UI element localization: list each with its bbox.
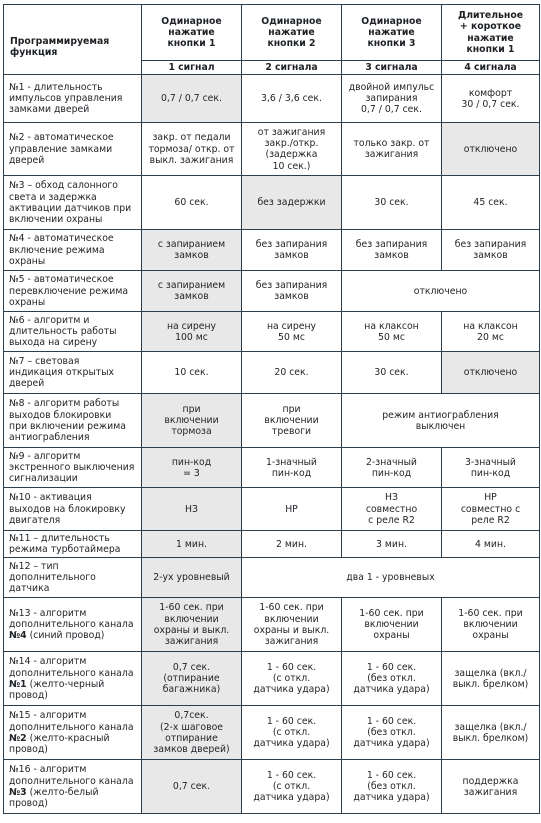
option-cell: на клаксон 50 мс bbox=[342, 312, 442, 352]
option-cell: 4 мин. bbox=[442, 531, 540, 558]
option-cell: двойной импульс запирания 0,7 / 0,7 сек. bbox=[342, 75, 442, 123]
option-cell: 20 сек. bbox=[242, 352, 342, 394]
option-cell: НЗ совместно с реле R2 bbox=[342, 488, 442, 531]
option-cell: отключено bbox=[442, 123, 540, 176]
table-row bbox=[4, 394, 540, 448]
channel-number: №4 bbox=[9, 630, 27, 642]
option-cell: 0,7 сек. (отпирание багажника) bbox=[142, 652, 242, 706]
signal-label-3: 3 сигнала bbox=[342, 61, 442, 75]
table-row bbox=[4, 123, 540, 176]
option-cell: 45 сек. bbox=[442, 176, 540, 230]
option-cell: на клаксон 20 мс bbox=[442, 312, 540, 352]
table-row bbox=[4, 312, 540, 352]
column-header-button3-single: Одинарное нажатие кнопки 3 bbox=[342, 5, 442, 61]
option-cell: НЗ bbox=[142, 488, 242, 531]
header-row bbox=[4, 5, 540, 61]
channel-number: №2 bbox=[9, 732, 27, 744]
table-row bbox=[4, 448, 540, 488]
option-cell: без запирания замков bbox=[242, 271, 342, 312]
signal-label-2: 2 сигнала bbox=[242, 61, 342, 75]
signal-label-4: 4 сигнала bbox=[442, 61, 540, 75]
option-cell: НР совместно с реле R2 bbox=[442, 488, 540, 531]
option-cell: 0,7 / 0,7 сек. bbox=[142, 75, 242, 123]
option-cell: 1 мин. bbox=[142, 531, 242, 558]
option-cell: без запирания замков bbox=[342, 230, 442, 271]
option-cell: 30 сек. bbox=[342, 176, 442, 230]
option-cell: без запирания замков bbox=[242, 230, 342, 271]
function-name: №3 – обход салонного света и задержка активации датчиков при включении охраны bbox=[4, 176, 142, 230]
option-cell: режим антиограбления выключен bbox=[342, 394, 540, 448]
table-row bbox=[4, 230, 540, 271]
wire-color: (желто-белый провод) bbox=[9, 786, 99, 810]
option-cell: 60 сек. bbox=[142, 176, 242, 230]
option-cell: 3-значный пин-код bbox=[442, 448, 540, 488]
option-cell: отключено bbox=[442, 352, 540, 394]
signal-label-1: 1 сигнал bbox=[142, 61, 242, 75]
table-row bbox=[4, 760, 540, 814]
table-row bbox=[4, 352, 540, 394]
option-cell: 1 - 60 сек. (с откл. датчика удара) bbox=[242, 760, 342, 814]
option-cell: поддержка зажигания bbox=[442, 760, 540, 814]
option-cell: с запиранием замков bbox=[142, 271, 242, 312]
option-cell: отключено bbox=[342, 271, 540, 312]
table-row bbox=[4, 531, 540, 558]
table-row bbox=[4, 176, 540, 230]
function-name: №1 - длительность импульсов управления замками дверей bbox=[4, 75, 142, 123]
programmable-functions-table bbox=[3, 4, 540, 814]
option-cell: 1-60 сек. при включении охраны и выкл. зажигания bbox=[242, 598, 342, 652]
settings-table-container bbox=[3, 4, 540, 814]
option-cell: 2-значный пин-код bbox=[342, 448, 442, 488]
function-name: №6 - алгоритм и длительность работы выхода на сирену bbox=[4, 312, 142, 352]
channel-number: №1 bbox=[9, 678, 27, 690]
option-cell: на сирену 100 мс bbox=[142, 312, 242, 352]
table-row bbox=[4, 558, 540, 598]
option-cell: при включении тормоза bbox=[142, 394, 242, 448]
function-name: №11 – длительность режима турботаймера bbox=[4, 531, 142, 558]
function-name bbox=[4, 652, 142, 706]
option-cell: закр. от педали тормоза/ откр. от выкл. зажигания bbox=[142, 123, 242, 176]
option-cell: 3,6 / 3,6 сек. bbox=[242, 75, 342, 123]
column-header-button2-single: Одинарное нажатие кнопки 2 bbox=[242, 5, 342, 61]
function-name bbox=[4, 598, 142, 652]
table-row bbox=[4, 652, 540, 706]
option-cell: 1-60 сек. при включении охраны и выкл. зажигания bbox=[142, 598, 242, 652]
function-name-text: №13 - алгоритм дополнительного канала bbox=[9, 607, 134, 631]
table-row bbox=[4, 598, 540, 652]
option-cell: пин-код = 3 bbox=[142, 448, 242, 488]
option-cell: защелка (вкл./ выкл. брелком) bbox=[442, 652, 540, 706]
function-name: №10 - активация выходов на блокировку двигателя bbox=[4, 488, 142, 531]
option-cell: при включении тревоги bbox=[242, 394, 342, 448]
table-row bbox=[4, 271, 540, 312]
function-name bbox=[4, 760, 142, 814]
option-cell: 1 - 60 сек. (без откл. датчика удара) bbox=[342, 760, 442, 814]
option-cell: 1 - 60 сек. (с откл. датчика удара) bbox=[242, 706, 342, 760]
table-row bbox=[4, 488, 540, 531]
function-name: №9 - алгоритм экстренного выключения сигнализации bbox=[4, 448, 142, 488]
channel-number: №3 bbox=[9, 786, 27, 798]
function-name bbox=[4, 706, 142, 760]
wire-color: (желто-черный провод) bbox=[9, 678, 105, 702]
option-cell: 0,7сек. (2-х шаговое отпирание замков дверей) bbox=[142, 706, 242, 760]
option-cell: 1 - 60 сек. (с откл. датчика удара) bbox=[242, 652, 342, 706]
option-cell: 30 сек. bbox=[342, 352, 442, 394]
wire-color: (синий провод) bbox=[26, 630, 105, 642]
option-cell: с запиранием замков bbox=[142, 230, 242, 271]
column-header-button1-long-short: Длительное + короткое нажатие кнопки 1 bbox=[442, 5, 540, 61]
option-cell: 2 мин. bbox=[242, 531, 342, 558]
function-name: №2 - автоматическое управление замками дверей bbox=[4, 123, 142, 176]
option-cell: 1-60 сек. при включении охраны bbox=[442, 598, 540, 652]
function-name-text: №14 - алгоритм дополнительного канала bbox=[9, 656, 134, 679]
wire-color: (желто-красный провод) bbox=[9, 732, 110, 756]
function-name: №7 – световая индикация открытых дверей bbox=[4, 352, 142, 394]
table-row bbox=[4, 75, 540, 123]
option-cell: 1 - 60 сек. (без откл. датчика удара) bbox=[342, 652, 442, 706]
function-name: №4 - автоматическое включение режима охраны bbox=[4, 230, 142, 271]
function-name-text: №16 - алгоритм дополнительного канала bbox=[9, 764, 134, 787]
option-cell: 1-60 сек. при включении охраны bbox=[342, 598, 442, 652]
option-cell: только закр. от зажигания bbox=[342, 123, 442, 176]
option-cell: 1 - 60 сек. (без откл. датчика удара) bbox=[342, 706, 442, 760]
option-cell: комфорт 30 / 0,7 сек. bbox=[442, 75, 540, 123]
option-cell: два 1 - уровневых bbox=[242, 558, 540, 598]
option-cell: от зажигания закр./откр. (задержка 10 сек.) bbox=[242, 123, 342, 176]
function-column-header: Программируемая функция bbox=[4, 5, 142, 75]
option-cell: 1-значный пин-код bbox=[242, 448, 342, 488]
option-cell: на сирену 50 мс bbox=[242, 312, 342, 352]
option-cell: 10 сек. bbox=[142, 352, 242, 394]
column-header-button1-single: Одинарное нажатие кнопки 1 bbox=[142, 5, 242, 61]
function-name: №12 – тип дополнительного датчика bbox=[4, 558, 142, 598]
table-row bbox=[4, 706, 540, 760]
function-name: №8 - алгоритм работы выходов блокировки при включении режима антиограбления bbox=[4, 394, 142, 448]
function-name-text: №15 - алгоритм дополнительного канала bbox=[9, 710, 134, 733]
function-name: №5 - автоматическое перевключение режима охраны bbox=[4, 271, 142, 312]
option-cell: НР bbox=[242, 488, 342, 531]
option-cell: защелка (вкл./ выкл. брелком) bbox=[442, 706, 540, 760]
option-cell: 0,7 сек. bbox=[142, 760, 242, 814]
option-cell: 3 мин. bbox=[342, 531, 442, 558]
option-cell: без запирания замков bbox=[442, 230, 540, 271]
option-cell: без задержки bbox=[242, 176, 342, 230]
option-cell: 2-ух уровневый bbox=[142, 558, 242, 598]
